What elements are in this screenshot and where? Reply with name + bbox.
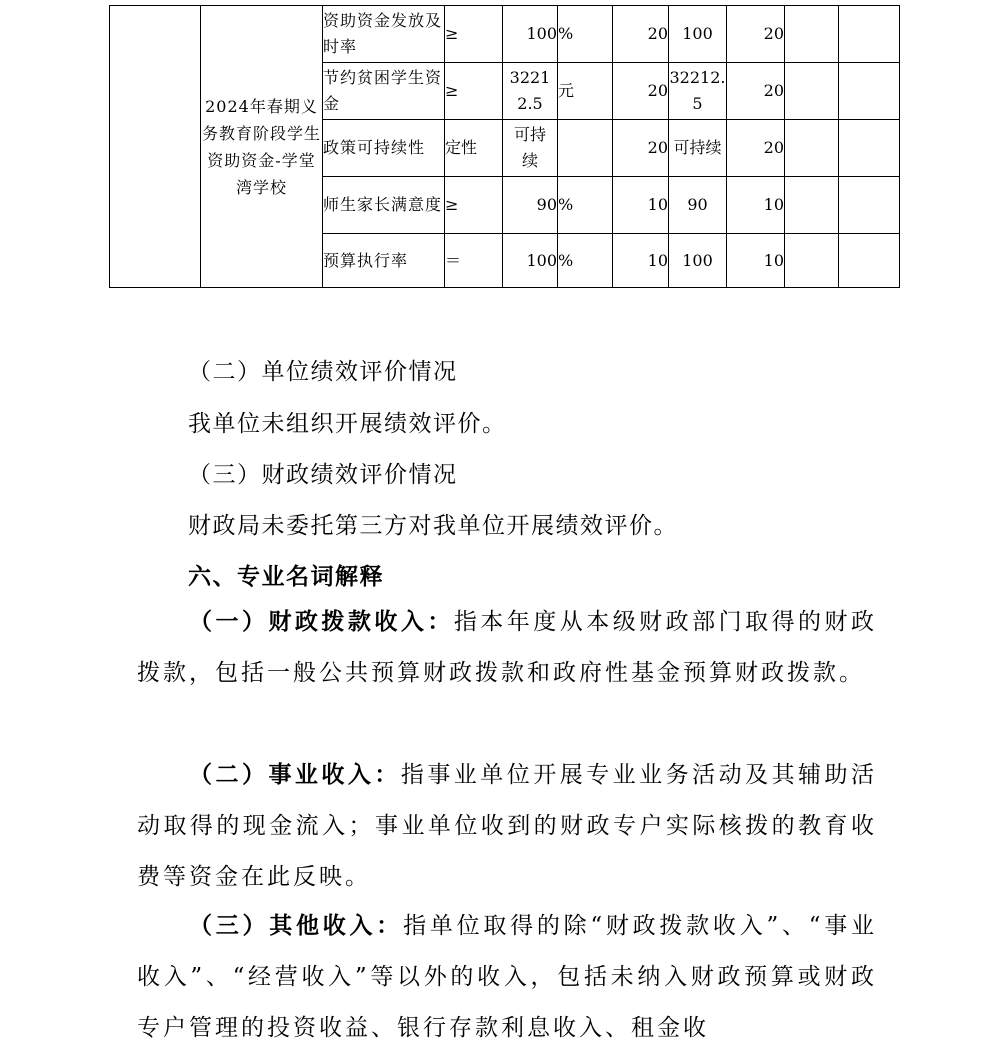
unit-cell: 元 bbox=[558, 63, 613, 120]
unit-eval-heading: （二）单位绩效评价情况 bbox=[188, 359, 458, 385]
term2-text: 指事业单位开展专业业务活动及其辅助活动取得的现金流入；事业单位收到的财政专户实际核拨的教育收费等资金在此反映。 bbox=[137, 762, 878, 890]
table-row bbox=[110, 6, 900, 63]
score-cell: 20 bbox=[727, 120, 785, 177]
term2-paragraph bbox=[137, 749, 877, 903]
actual-cell: 100 bbox=[669, 234, 727, 288]
project-name-cell: 2024年春期义务教育阶段学生资助资金-学堂湾学校 bbox=[201, 6, 323, 288]
empty-cell bbox=[839, 120, 900, 177]
performance-table bbox=[109, 5, 900, 288]
empty-cell bbox=[785, 120, 839, 177]
indicator-cell: 预算执行率 bbox=[323, 234, 445, 288]
target-cell: 100 bbox=[503, 234, 558, 288]
indicator-cell: 师生家长满意度 bbox=[323, 177, 445, 234]
symbol-cell: ≥ bbox=[445, 177, 503, 234]
term3-paragraph bbox=[137, 900, 877, 1054]
indicator-cell: 政策可持续性 bbox=[323, 120, 445, 177]
fiscal-eval-heading: （三）财政绩效评价情况 bbox=[188, 462, 458, 488]
score-cell: 20 bbox=[727, 63, 785, 120]
weight-cell: 20 bbox=[613, 63, 669, 120]
term3-text: 指单位取得的除“财政拨款收入”、“事业收入”、“经营收入”等以外的收入，包括未纳入财政预算或财政专户管理的投资收益、银行存款利息收入、租金收 bbox=[137, 913, 878, 1041]
weight-cell: 20 bbox=[613, 6, 669, 63]
indicator-cell: 资助资金发放及时率 bbox=[323, 6, 445, 63]
actual-cell: 90 bbox=[669, 177, 727, 234]
empty-cell bbox=[839, 63, 900, 120]
fiscal-eval-text: 财政局未委托第三方对我单位开展绩效评价。 bbox=[188, 513, 678, 539]
weight-cell: 20 bbox=[613, 120, 669, 177]
score-cell: 10 bbox=[727, 177, 785, 234]
symbol-cell: ≥ bbox=[445, 6, 503, 63]
empty-cell bbox=[839, 177, 900, 234]
actual-cell: 32212.5 bbox=[669, 63, 727, 120]
weight-cell: 10 bbox=[613, 177, 669, 234]
target-cell: 90 bbox=[503, 177, 558, 234]
unit-cell bbox=[558, 120, 613, 177]
term1-lead: （一）财政拨款收入： bbox=[189, 608, 454, 635]
weight-cell: 10 bbox=[613, 234, 669, 288]
empty-cell bbox=[785, 63, 839, 120]
term1-text: 指本年度从本级财政部门取得的财政拨款，包括一般公共预算财政拨款和政府性基金预算财政拨款。 bbox=[137, 609, 878, 686]
empty-cell bbox=[839, 6, 900, 63]
score-cell: 20 bbox=[727, 6, 785, 63]
indicator-cell: 节约贫困学生资金 bbox=[323, 63, 445, 120]
symbol-cell: 定性 bbox=[445, 120, 503, 177]
unit-eval-text: 我单位未组织开展绩效评价。 bbox=[188, 411, 507, 437]
target-cell: 可持续 bbox=[503, 120, 558, 177]
actual-cell: 100 bbox=[669, 6, 727, 63]
empty-cell bbox=[839, 234, 900, 288]
glossary-heading: 六、专业名词解释 bbox=[188, 563, 384, 590]
empty-cell bbox=[785, 234, 839, 288]
symbol-cell: ≥ bbox=[445, 63, 503, 120]
term2-lead: （二）事业收入： bbox=[189, 761, 401, 788]
empty-cell bbox=[785, 6, 839, 63]
term1-paragraph bbox=[137, 596, 877, 699]
term3-lead: （三）其他收入： bbox=[189, 912, 404, 939]
score-cell: 10 bbox=[727, 234, 785, 288]
target-cell: 100 bbox=[503, 6, 558, 63]
unit-cell: % bbox=[558, 234, 613, 288]
unit-cell: % bbox=[558, 6, 613, 63]
unit-cell: % bbox=[558, 177, 613, 234]
actual-cell: 可持续 bbox=[669, 120, 727, 177]
blank-cell bbox=[110, 6, 201, 288]
target-cell: 32212.5 bbox=[503, 63, 558, 120]
symbol-cell: ＝ bbox=[445, 234, 503, 288]
empty-cell bbox=[785, 177, 839, 234]
